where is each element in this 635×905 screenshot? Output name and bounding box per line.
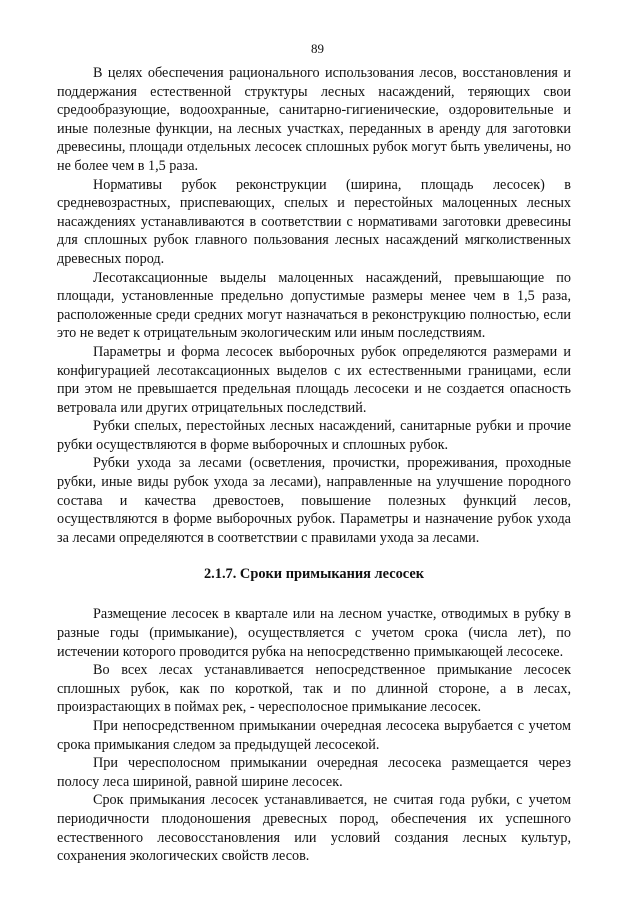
page-number: 89 bbox=[311, 41, 324, 56]
paragraph: При чересполосном примыкании очередная лесосека размещается через полосу леса шириной, равной ширине лесосек. bbox=[57, 755, 571, 790]
section-cutting-area-parameters bbox=[57, 64, 571, 547]
paragraph: При непосредственном примыкании очередная лесосека вырубается с учетом срока примыкания следом за предыдущей лесосекой. bbox=[57, 718, 571, 753]
paragraph: Рубки ухода за лесами (осветления, прочистки, прореживания, проходные рубки, иные виды рубок ухода за лесами), направленные на улучшение породного состава и качества древостоев, повышение полезных функций лесов, осуществляются в форме выборочных рубок. Параметры и назначение рубок ухода за лесами определяются в соответствии с правилами ухода за лесами. bbox=[57, 455, 571, 546]
paragraph: Нормативы рубок реконструкции (ширина, площадь лесосек) в средневозрастных, приспевающих, спелых и перестойных малоценных лесных насаждениях устанавливаются в соответствии с нормативами заготовки древесины для сплошных рубок главного пользования лесных насаждений мягколиственных древесных пород. bbox=[57, 176, 571, 267]
paragraph: Лесотаксационные выделы малоценных насаждений, превышающие по площади, установленные предельно допустимые размеры менее чем в 1,5 раза, расположенные среди средних могут назначаться в реконструкцию полностью, если это не ведет к отрицательным экологическим или иным последствиям. bbox=[57, 269, 571, 342]
section-heading: 2.1.7. Сроки примыкания лесосек bbox=[203, 566, 425, 583]
section-adjacency-terms bbox=[57, 605, 571, 865]
paragraph: Во всех лесах устанавливается непосредственное примыкание лесосек сплошных рубок, как по короткой, так и по длинной стороне, а в лесах, произрастающих в поймах рек, - чересполосное примыкание лесосек. bbox=[57, 662, 571, 716]
paragraph: Рубки спелых, перестойных лесных насаждений, санитарные рубки и прочие рубки осуществляются в форме выборочных и сплошных рубок. bbox=[57, 418, 571, 453]
page-content bbox=[57, 64, 571, 866]
paragraph: В целях обеспечения рационального использования лесов, восстановления и поддержания естественной структуры лесных насаждений, теряющих свои средообразующие, водоохранные, санитарно-гигиенические, оздоровительные и иные полезные функции, на лесных участках, переданных в аренду для заготовки древесины, площади отдельных лесосек сплошных рубок могут быть увеличены, но не более чем в 1,5 раза. bbox=[57, 65, 571, 174]
paragraph: Параметры и форма лесосек выборочных рубок определяются размерами и конфигурацией лесотаксационных выделов с их естественными границами, если при этом не превышается предельная площадь лесосеки и не создается опасность ветровала или других отрицательных последствий. bbox=[57, 343, 571, 416]
paragraph: Размещение лесосек в квартале или на лесном участке, отводимых в рубку в разные годы (примыкание), осуществляется с учетом срока (числа лет), по истечении которого проводится рубка на непосредственно примыкающей лесосеке. bbox=[57, 606, 571, 660]
paragraph: Срок примыкания лесосек устанавливается, не считая года рубки, с учетом периодичности плодоношения древесных пород, обеспечения их успешного естественного лесовосстановления или условий создания лесных культур, сохранения экологических свойств лесов. bbox=[57, 792, 571, 865]
